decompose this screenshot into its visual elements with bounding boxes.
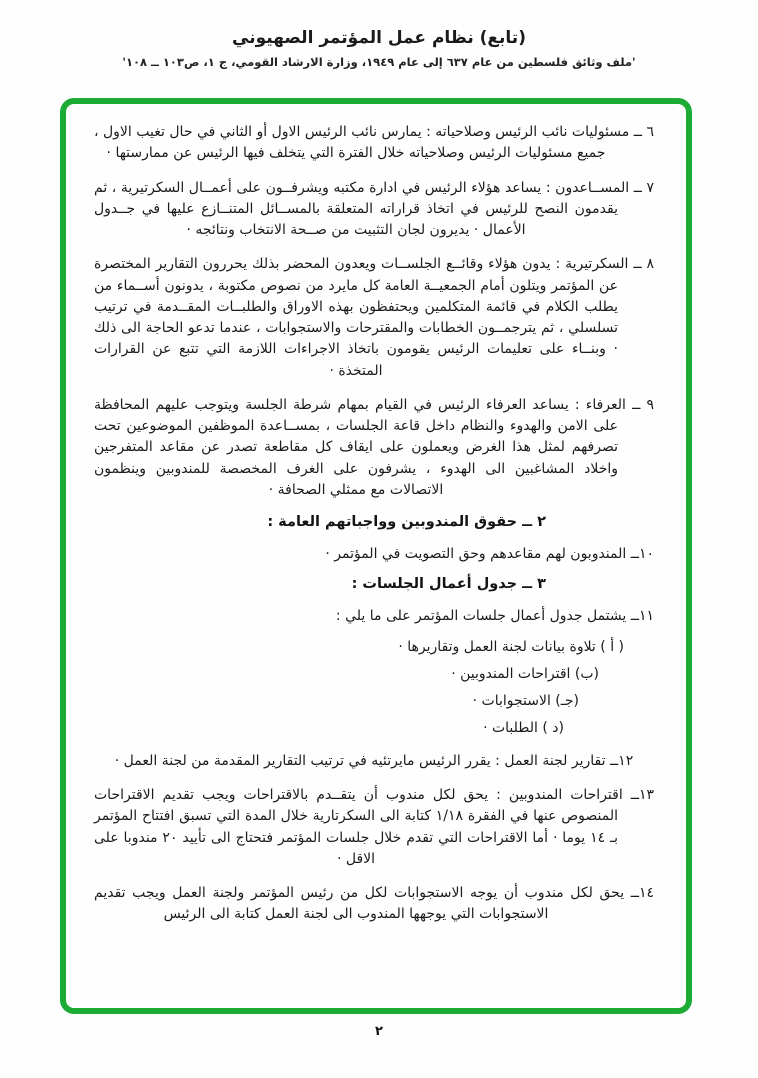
- sublist-item-a-label: ( أ ): [595, 638, 624, 655]
- article-11-number: ١١ــ: [626, 607, 654, 624]
- article-9: [94, 395, 654, 501]
- article-10-number: ١٠ــ: [626, 546, 654, 563]
- article-8-text: السكرتيرية : يدون هؤلاء وقائــع الجلســات ويعدون المحضر بذلك يحررون التقارير المختصرة عن المؤتمر ويتلون أمام الجمعيــة العامة كل مايرد من نصوص مكتوبة ، يدونون أســماء من يطلب الكلام في قائمة المتكلمين ويحتفظون بهذه الاوراق والطلبــات المقــدمة في ترتيب تسلسلي ، ثم يترجمــون الخطابات والمقترحات والاستجوابات ، عندما تدعو الحاجة الى ذلك · وبنــاء على تعليمات الرئيس يقومون باتخاذ الاجراءات اللازمة التي تتبع عن القرارات المتخذة ·: [94, 256, 629, 379]
- article-6-number: ٦ ــ: [629, 124, 655, 140]
- page-title: (تابع) نظام عمل المؤتمر الصهيوني: [232, 28, 526, 48]
- source-citation: 'ملف وثائق فلسطين من عام ٦٣٧ إلى عام ١٩٤٩، وزارة الارشاد القومي، ج ١، ص١٠٣ ــ ١٠٨': [122, 55, 636, 69]
- article-7-number: ٧ ــ: [629, 179, 654, 196]
- sublist-item-b-label: (ب): [570, 665, 599, 682]
- sublist-item-d: [94, 718, 654, 739]
- article-8: [94, 254, 654, 382]
- article-9-text: العرفاء : يساعد العرفاء الرئيس في القيام بمهام شرطة الجلسة ويتوجب عليهم المحافظة على الامن والهدوء والنظام داخل قاعة الجلسات ، بمســاعدة الموظفين الموضوعين تحت تصرفهم لمثل هذا الغرض ويعملون على ايقاف كل مقاطعة تصدر عن مقاعد المتفرجين واخلاد المشاغبين الى الهدوء ، يشرفون على الغرف المخصصة للمندوبين وينظمون الاتصالات مع ممثلي الصحافة ·: [94, 396, 626, 498]
- article-7-text: المســاعدون : يساعد هؤلاء الرئيس في ادارة مكتبه ويشرفــون على أعمــال السكرتيرية ، ثم يقدمون النصح للرئيس في اتخاذ قراراته المتعلقة بالمســائل المتنــازع عليها في جــدول الأعمال · يديرون لجان التثبيت من صــحة الانتخاب ونتائجه ·: [94, 179, 630, 239]
- article-10: [94, 544, 654, 565]
- article-11-text: يشتمل جدول أعمال جلسات المؤتمر على ما يلي :: [335, 607, 627, 624]
- sublist-item-d-text: الطلبات ·: [483, 719, 538, 736]
- sublist-item-c-label: (جـ): [550, 692, 579, 709]
- article-6-text: مسئوليات نائب الرئيس وصلاحياته : يمارس نائب الرئيس الاول أو الثاني في حال تغيب الاول ، جميع مسئوليات الرئيس وصلاحياته خلال الفترة التي يتخلف فيها الرئيس عن ممارستها ·: [94, 124, 630, 162]
- sublist-item-c: [94, 691, 654, 712]
- article-12-text: تقارير لجنة العمل : يقرر الرئيس مايرتئيه في ترتيب التقارير المقدمة من لجنة العمل ·: [114, 752, 606, 769]
- article-9-number: ٩ ــ: [625, 396, 655, 413]
- article-11: [94, 606, 654, 627]
- document-header: [0, 28, 758, 69]
- article-13: [94, 785, 654, 870]
- article-8-number: ٨ ــ: [628, 256, 654, 273]
- footer-page-number: ٢: [375, 1024, 383, 1039]
- sublist-item-a: [94, 637, 654, 658]
- sublist-item-a-text: تلاوة بيانات لجنة العمل وتقاريرها ·: [398, 638, 596, 655]
- article-13-text: اقتراحات المندوبين : يحق لكل مندوب أن يتقــدم بالاقتراحات ويجب تقديم الاقتراحات المنصوص عنها في الفقرة ١/١٨ كتابة الى السكرتارية خلال المدة التي تسبق افتتاح المؤتمر بـ ١٤ يوما · أما الاقتراحات التي تقدم خلال جلسات المؤتمر فتحتاج الى تأييد ٢٠ مندوبا على الاقل ·: [94, 787, 623, 867]
- sublist-item-b: [94, 664, 654, 685]
- article-14-number: ١٤ــ: [624, 885, 654, 902]
- article-7: [94, 178, 654, 242]
- section-heading-2: ٢ ــ حقوق المندوبين وواجباتهم العامة :: [267, 514, 546, 531]
- article-12: [94, 751, 654, 772]
- sublist-item-b-text: اقتراحات المندوبين ·: [451, 665, 571, 682]
- document-frame: [60, 98, 692, 1014]
- sublist-item-c-text: الاستجوابات ·: [472, 692, 551, 709]
- article-6: [94, 122, 654, 165]
- article-10-text: المندوبون لهم مقاعدهم وحق التصويت في المؤتمر ·: [325, 546, 627, 563]
- article-14-text: يحق لكل مندوب أن يوجه الاستجوابات لكل من رئيس المؤتمر ولجنة العمل ويجب تقديم الاستجوابات التي يوجهها المندوب الى لجنة العمل كتابة الى الرئيس: [94, 885, 625, 923]
- article-12-number: ١٢ــ: [605, 752, 634, 769]
- sublist-item-d-label: (د ): [537, 719, 564, 736]
- section-heading-3: ٣ ــ جدول أعمال الجلسات :: [351, 575, 546, 592]
- article-14: [94, 883, 654, 926]
- article-13-number: ١٣ــ: [622, 787, 654, 804]
- agenda-sublist: [94, 637, 654, 739]
